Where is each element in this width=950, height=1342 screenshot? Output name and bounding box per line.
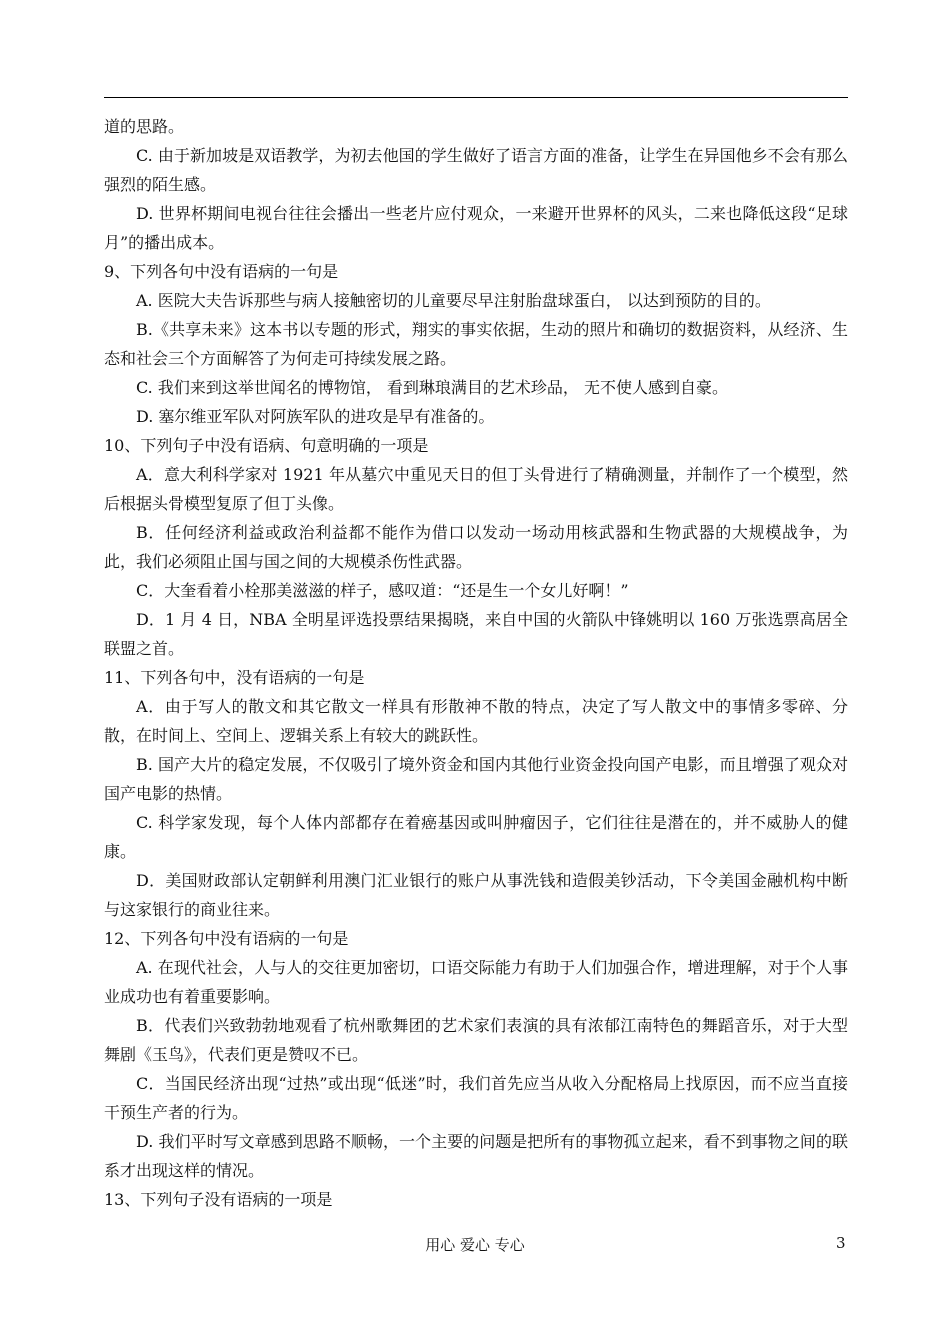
answer-option: A. 医院大夫告诉那些与病人接触密切的儿童要尽早注射胎盘球蛋白， 以达到预防的目的。 [136,291,771,310]
question-stem: 11、下列各句中，没有语病的一句是 [104,668,365,687]
answer-option: B.《共享未来》这本书以专题的形式，翔实的事实依据，生动的照片和确切的数据资料，从经济、生态和社会三个方面解答了为何走可持续发展之路。 [104,320,848,368]
question-stem: 13、下列句子没有语病的一项是 [104,1190,333,1209]
continuation-line: 道的思路。 [104,117,185,136]
answer-option: C．当国民经济出现“过热”或出现“低迷”时，我们首先应当从收入分配格局上找原因，而不应当直接干预生产者的行为。 [104,1074,848,1122]
question-stem: 12、下列各句中没有语病的一句是 [104,929,349,948]
answer-option: B．任何经济利益或政治利益都不能作为借口以发动一场动用核武器和生物武器的大规模战争，为此，我们必须阻止国与国之间的大规模杀伤性武器。 [104,523,848,571]
answer-option: D. 世界杯期间电视台往往会播出一些老片应付观众，一来避开世界杯的风头，二来也降低这段“足球月”的播出成本。 [104,204,848,252]
answer-option: A. 在现代社会，人与人的交往更加密切，口语交际能力有助于人们加强合作，增进理解，对于个人事业成功也有着重要影响。 [104,958,848,1006]
answer-option: D．1 月 4 日，NBA 全明星评选投票结果揭晓，来自中国的火箭队中锋姚明以 160 万张选票高居全联盟之首。 [104,610,848,658]
header-rule [104,97,848,98]
answer-option: D．美国财政部认定朝鲜利用澳门汇业银行的账户从事洗钱和造假美钞活动，下令美国金融机构中断与这家银行的商业往来。 [104,871,848,919]
answer-option: A．由于写人的散文和其它散文一样具有形散神不散的特点，决定了写人散文中的事情多零碎、分散，在时间上、空间上、逻辑关系上有较大的跳跃性。 [104,697,848,745]
answer-option: D. 塞尔维亚军队对阿族军队的进攻是早有准备的。 [136,407,495,426]
answer-option: A．意大利科学家对 1921 年从墓穴中重见天日的但丁头骨进行了精确测量，并制作了一个模型，然后根据头骨模型复原了但丁头像。 [104,465,848,513]
question-stem: 10、下列句子中没有语病、句意明确的一项是 [104,436,429,455]
answer-option: D. 我们平时写文章感到思路不顺畅，一个主要的问题是把所有的事物孤立起来，看不到事物之间的联系才出现这样的情况。 [104,1132,848,1180]
answer-option: C. 我们来到这举世闻名的博物馆， 看到琳琅满目的艺术珍品， 无不使人感到自豪。 [136,378,729,397]
question-list [104,141,848,1214]
answer-option: C．大奎看着小栓那美滋滋的样子，感叹道：“还是生一个女儿好啊！” [136,581,629,600]
answer-option: C. 科学家发现，每个人体内部都存在着癌基因或叫肿瘤因子，它们往往是潜在的，并不威胁人的健康。 [104,813,848,861]
answer-option: C. 由于新加坡是双语教学，为初去他国的学生做好了语言方面的准备，让学生在异国他乡不会有那么强烈的陌生感。 [104,146,848,194]
page-number: 3 [836,1234,846,1252]
answer-option: B．代表们兴致勃勃地观看了杭州歌舞团的艺术家们表演的具有浓郁江南特色的舞蹈音乐，对于大型舞剧《玉鸟》，代表们更是赞叹不已。 [104,1016,848,1064]
answer-option: B. 国产大片的稳定发展，不仅吸引了境外资金和国内其他行业资金投向国产电影，而且增强了观众对国产电影的热情。 [104,755,848,803]
footer-slogan: 用心 爱心 专心 [425,1236,525,1254]
page-body [104,112,848,1214]
question-stem: 9、下列各句中没有语病的一句是 [104,262,339,281]
